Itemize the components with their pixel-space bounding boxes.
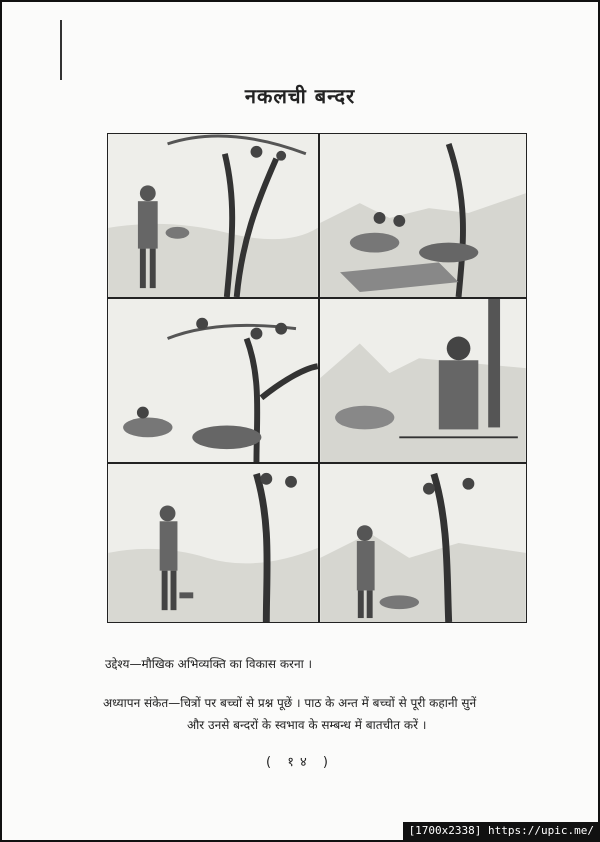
watermark-label: [1700x2338] https://upic.me/ [403,822,600,840]
panel-2-illustration [320,134,526,297]
objective-text: उद्देश्य—मौखिक अभिव्यक्ति का विकास करना । [105,657,313,671]
comic-panel-3 [107,298,319,463]
teaching-note-line-2: और उनसे बन्दरों के स्वभाव के सम्बन्ध में बातचीत करें । [187,718,427,732]
comic-panel-4 [319,298,527,463]
panel-4-illustration [320,299,526,462]
margin-line [60,20,62,80]
page-number: ( १४ ) [266,755,334,770]
comic-panel-grid [107,133,527,623]
panel-5-illustration [108,464,318,622]
page-title: नकलची बन्दर [244,84,356,108]
comic-panel-2 [319,133,527,298]
panel-3-illustration [108,299,318,462]
panel-6-illustration [320,464,526,622]
comic-panel-6 [319,463,527,623]
panel-1-illustration [108,134,318,297]
comic-panel-5 [107,463,319,623]
comic-panel-1 [107,133,319,298]
teaching-note-line-1: अध्यापन संकेत—चित्रों पर बच्चों से प्रश्न पूछें । पाठ के अन्त में बच्चों से पूरी कहानी सुनें [103,696,477,710]
